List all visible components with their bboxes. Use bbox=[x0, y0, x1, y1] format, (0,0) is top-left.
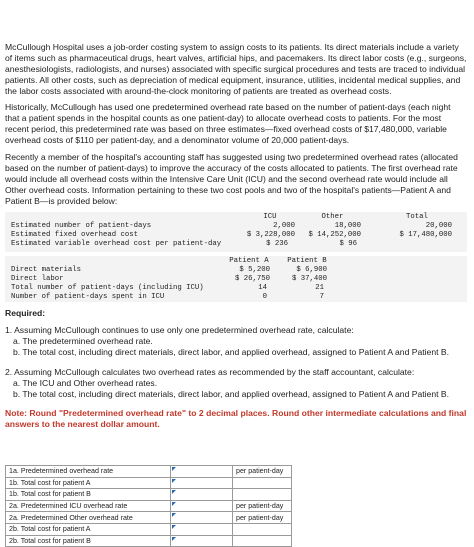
cell-value: 2,000 bbox=[273, 222, 295, 230]
input-marker-icon bbox=[172, 490, 176, 494]
intro-paragraph-3: Recently a member of the hospital's accounting staff has suggested using two predetermined overhead rates (allocated based on the number of patient-days) to improve the accuracy of the costs allocated to patients. The first overhead rate would include all overhead costs within the Intensive Care Unit (ICU) and the second overhead rate would include all Other overhead costs. Information pertaining to these two cost pools and two of the hospital's patients—Patient A and Patient B—is provided below: bbox=[5, 152, 458, 206]
required-heading: Required: bbox=[5, 308, 46, 318]
row-label: Total number of patient-days (including ICU) bbox=[11, 284, 204, 292]
question-2b: b. The total cost, including direct materials, direct labor, and applied overhead, assigned to Patient A and Patient B. bbox=[13, 389, 450, 399]
col-header-total: Total bbox=[406, 213, 428, 221]
required-section bbox=[5, 308, 467, 430]
intro-paragraph-2: Historically, McCullough has used one predetermined overhead rate based on the number of patient-days (each night that a patient spends in the hospital counts as one patient-day) to allocate overhead costs to patients. For the most recent period, this predetermined rate was based on three estimates—fixed overhead costs of $17,480,000, variable overhead costs of $110 per patient-day, and a denominator volume of 20,000 patient-days. bbox=[5, 102, 451, 145]
cell-value: $ 236 bbox=[266, 240, 288, 248]
answer-input[interactable] bbox=[174, 536, 229, 547]
input-marker-icon bbox=[172, 502, 176, 506]
answer-row bbox=[6, 523, 292, 535]
answer-label: 2a. Predetermined ICU overhead rate bbox=[6, 500, 171, 512]
col-header-patient-a: Patient A bbox=[229, 257, 269, 265]
answer-input-cell[interactable] bbox=[171, 489, 233, 501]
answer-input-cell[interactable] bbox=[171, 535, 233, 547]
answer-unit: per patient-day bbox=[233, 466, 292, 478]
input-marker-icon bbox=[172, 525, 176, 529]
cost-pool-table bbox=[5, 212, 467, 252]
answer-unit: per patient-day bbox=[233, 500, 292, 512]
input-marker-icon bbox=[172, 513, 176, 517]
answer-label: 2b. Total cost for patient A bbox=[6, 523, 171, 535]
answer-label: 1b. Total cost for patient B bbox=[6, 489, 171, 501]
answer-input-cell[interactable] bbox=[171, 512, 233, 524]
cell-value: 14 bbox=[258, 284, 267, 292]
answer-label: 2b. Total cost for patient B bbox=[6, 535, 171, 547]
answer-row bbox=[6, 500, 292, 512]
cell-value: $ 6,900 bbox=[296, 266, 327, 274]
row-label: Estimated fixed overhead cost bbox=[11, 231, 138, 239]
answer-label: 1a. Predetermined overhead rate bbox=[6, 466, 171, 478]
cell-value: 7 bbox=[319, 293, 324, 301]
answer-unit bbox=[233, 523, 292, 535]
answer-input[interactable] bbox=[174, 466, 229, 477]
cell-value: $ 17,480,000 bbox=[399, 231, 452, 239]
answer-row bbox=[6, 466, 292, 478]
cell-value: $ 37,400 bbox=[291, 275, 327, 283]
question-2a: a. The ICU and Other overhead rates. bbox=[13, 378, 158, 388]
answer-input[interactable] bbox=[174, 512, 229, 523]
cell-value: $ 26,750 bbox=[234, 275, 270, 283]
intro-paragraph-1: McCullough Hospital uses a job-order costing system to assign costs to its patients. Its direct materials include a variety of items such as pharmaceutical drugs, heart valves, artificial hips, and pacemakers. Its direct labor costs (e.g., surgeons, anesthesiologists, radiologists, and nurses) associated with specific surgical procedures and tests are traced to individual patients. All other costs, such as depreciation of medical equipment, insurance, utilities, incidental medical supplies, and the labor costs associated with around-the-clock monitoring of patients are treated as overhead costs. bbox=[5, 42, 467, 96]
answer-label: 1b. Total cost for patient A bbox=[6, 477, 171, 489]
row-label: Estimated number of patient-days bbox=[11, 222, 152, 230]
col-header-other: Other bbox=[321, 213, 344, 221]
cell-value: $ 3,228,000 bbox=[246, 231, 295, 239]
rounding-note: Note: Round "Predetermined overhead rate" to 2 decimal places. Round other intermediate calculations and final answers to the nearest dollar amount. bbox=[5, 408, 467, 429]
input-marker-icon bbox=[172, 479, 176, 483]
answer-input-cell[interactable] bbox=[171, 523, 233, 535]
input-marker-icon bbox=[172, 467, 176, 471]
answer-row bbox=[6, 535, 292, 547]
cell-value: 0 bbox=[262, 293, 267, 301]
cell-value: 18,000 bbox=[334, 222, 361, 230]
answer-input-cell[interactable] bbox=[171, 477, 233, 489]
question-1: 1. Assuming McCullough continues to use only one predetermined overhead rate, calculate: bbox=[5, 325, 354, 335]
input-marker-icon bbox=[172, 537, 176, 541]
cell-value: $ 5,200 bbox=[239, 266, 270, 274]
answer-input-cell[interactable] bbox=[171, 466, 233, 478]
answer-label: 2a. Predetermined Other overhead rate bbox=[6, 512, 171, 524]
answer-unit: per patient-day bbox=[233, 512, 292, 524]
row-label: Estimated variable overhead cost per patient-day bbox=[11, 240, 222, 248]
answer-unit bbox=[233, 489, 292, 501]
col-header-patient-b: Patient B bbox=[287, 257, 327, 265]
patient-table bbox=[5, 256, 467, 302]
cell-value: $ 14,252,000 bbox=[308, 231, 361, 239]
answer-row bbox=[6, 477, 292, 489]
answer-input[interactable] bbox=[174, 489, 229, 500]
answer-input-cell[interactable] bbox=[171, 500, 233, 512]
answer-unit bbox=[233, 535, 292, 547]
answer-row bbox=[6, 489, 292, 501]
answer-unit bbox=[233, 477, 292, 489]
cell-value: $ 96 bbox=[339, 240, 357, 248]
row-label: Direct labor bbox=[11, 275, 64, 283]
row-label: Direct materials bbox=[11, 266, 82, 274]
question-1a: a. The predetermined overhead rate. bbox=[13, 336, 153, 346]
question-2: 2. Assuming McCullough calculates two overhead rates as recommended by the staff accountant, calculate: bbox=[5, 367, 415, 377]
row-label: Number of patient-days spent in ICU bbox=[11, 293, 165, 301]
question-1b: b. The total cost, including direct materials, direct labor, and applied overhead, assigned to Patient A and Patient B. bbox=[13, 347, 450, 357]
answer-table bbox=[5, 465, 292, 547]
cell-value: 20,000 bbox=[425, 222, 452, 230]
cell-value: 21 bbox=[315, 284, 324, 292]
answer-row bbox=[6, 512, 292, 524]
answer-input[interactable] bbox=[174, 501, 229, 512]
col-header-icu: ICU bbox=[263, 213, 277, 221]
answer-input[interactable] bbox=[174, 478, 229, 489]
